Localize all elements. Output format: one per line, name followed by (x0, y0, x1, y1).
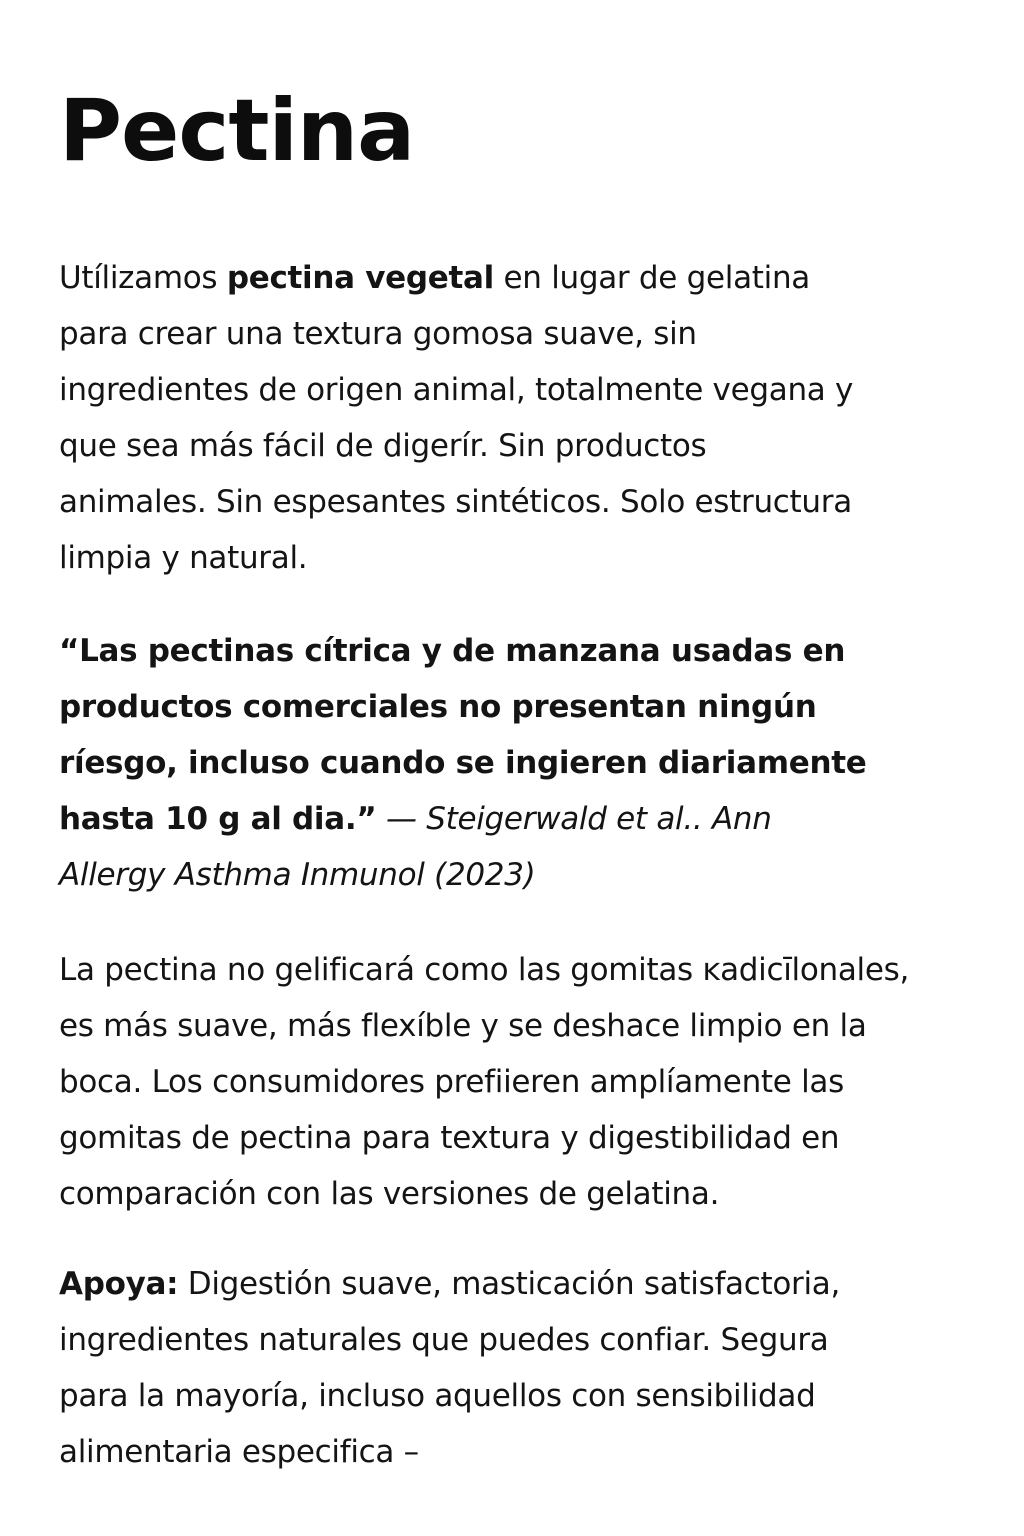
intro-line-1-pre: Utílizamos (59, 260, 227, 296)
support-paragraph (59, 1256, 999, 1480)
quote-line-3: ríesgo, incluso cuando se ingieren diariamente (59, 745, 867, 781)
texture-line-5: comparación con las versiones de gelatina. (59, 1176, 720, 1212)
support-label: Apoya: (59, 1266, 179, 1302)
support-line-1-text: Digestión suave, masticación satisfactoria, (178, 1266, 841, 1302)
texture-line-1: La pectina no gelificará como las gomitas ĸadicīlonales, (59, 952, 910, 988)
support-line-3: para la mayoría, incluso aquellos con sensibilidad (59, 1378, 816, 1414)
quote-paragraph (59, 623, 999, 903)
texture-line-3: boca. Los consumidores prefiieren amplíamente las (59, 1064, 844, 1100)
intro-line-6: limpia y natural. (59, 540, 308, 576)
texture-paragraph (59, 942, 999, 1222)
citation-start: — Steigerwald et al.. Ann (376, 801, 772, 837)
support-line-1 (59, 1256, 999, 1312)
support-line-4: alimentaria especifica – (59, 1434, 419, 1470)
support-line-2: ingredientes naturales que puedes confiar. Segura (59, 1322, 829, 1358)
intro-line-1-post: en lugar de gelatina (493, 260, 811, 296)
texture-line-2: es más suave, más flexíble y se deshace limpio en la (59, 1008, 867, 1044)
quote-line-1: “Las pectinas cítrica y de manzana usadas en (59, 633, 846, 669)
intro-line-2: para crear una textura gomosa suave, sin (59, 316, 697, 352)
intro-paragraph (59, 250, 999, 586)
intro-line-1 (59, 250, 999, 306)
page-title: Pectina (59, 81, 415, 181)
quote-line-2: productos comerciales no presentan ningún (59, 689, 817, 725)
intro-line-4: que sea más fácil de digerír. Sin productos (59, 428, 707, 464)
quote-end: hasta 10 g al dia.” (59, 801, 377, 837)
intro-line-3: ingredientes de origen animal, totalmente vegana y (59, 372, 854, 408)
citation-source: Allergy Asthma Inmunol (2023) (59, 857, 536, 893)
quote-line-4 (59, 791, 999, 847)
intro-highlight: pectina vegetal (226, 260, 494, 296)
intro-line-5: animales. Sin espesantes sintéticos. Solo estructura (59, 484, 852, 520)
article (59, 81, 999, 1470)
texture-line-4: gomitas de pectina para textura y digestibilidad en (59, 1120, 840, 1156)
